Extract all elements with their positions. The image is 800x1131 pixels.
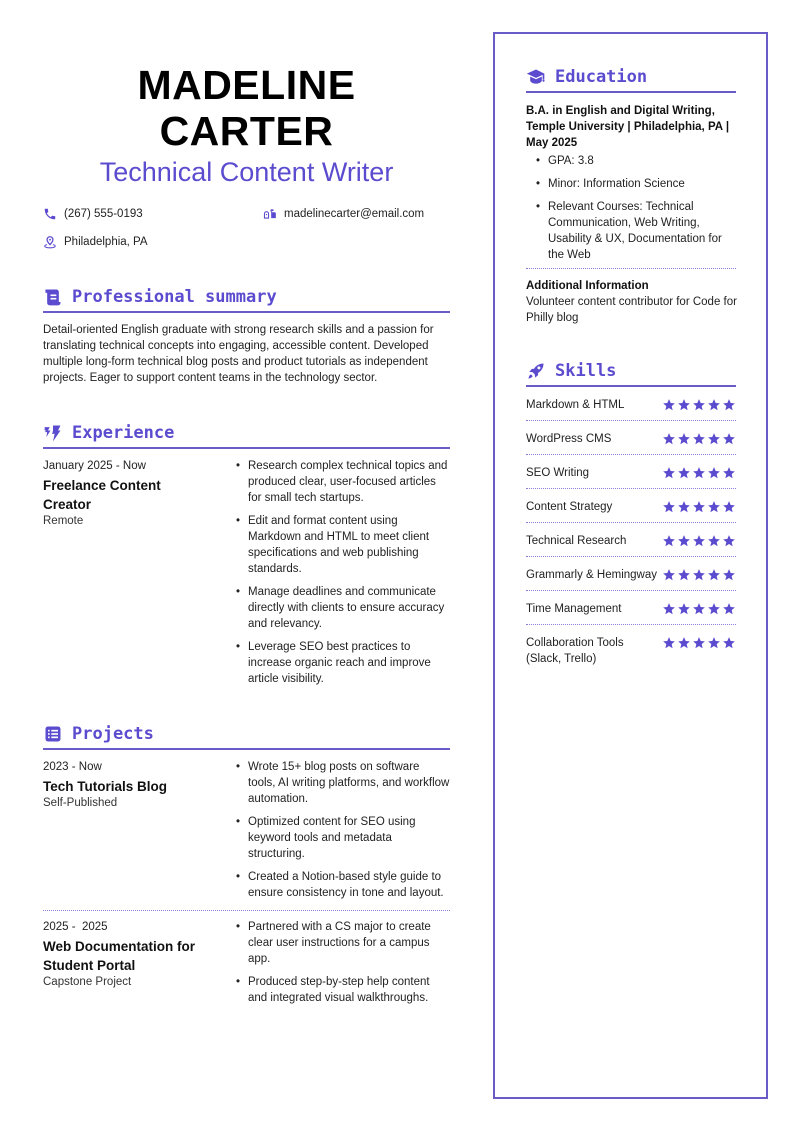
skill-name: Markdown & HTML (526, 399, 625, 411)
summary-text: Detail-oriented English graduate with strong research skills and a passion for translating technical concepts into engaging, accessible content. Developed multiple long-form technical blog posts and product tutorials as independent projects. Eager to support content teams in the technology sector. (43, 324, 434, 384)
graduation-cap-icon (526, 67, 546, 87)
star-icon (692, 466, 706, 480)
skill-row (526, 496, 736, 523)
skill-row (526, 632, 736, 674)
skill-row (526, 462, 736, 489)
section-header-skills (526, 360, 736, 387)
entry-location: Remote (43, 515, 84, 527)
star-icon (692, 398, 706, 412)
skill-row (526, 598, 736, 625)
contact-phone (43, 207, 143, 221)
skill-name: Grammarly & Hemingway (526, 569, 657, 581)
skill-name: Content Strategy (526, 501, 613, 513)
bullet-item: • Manage deadlines and communicate directly with clients to ensure accuracy and relevancy. (236, 584, 450, 632)
entry-bullets (236, 759, 450, 901)
first-name: MADELINE (137, 62, 356, 108)
mailbox-icon (263, 207, 277, 221)
star-icon (662, 398, 676, 412)
bullet-item: • Wrote 15+ blog posts on software tools, AI writing platforms, and workflow automation. (236, 759, 450, 807)
star-icon (662, 534, 676, 548)
star-icon (707, 398, 721, 412)
star-icon (677, 398, 691, 412)
contact-email (263, 207, 424, 221)
skill-name: Technical Research (526, 535, 627, 547)
bullet-item: • Optimized content for SEO using keyword tools and metadata structuring. (236, 814, 450, 862)
skill-rating (662, 500, 736, 514)
star-icon (677, 466, 691, 480)
section-title: Education (555, 67, 648, 87)
bullet-item: • GPA: 3.8 (526, 153, 738, 169)
star-icon (722, 466, 736, 480)
star-icon (707, 466, 721, 480)
skill-rating (662, 432, 736, 446)
star-icon (707, 636, 721, 650)
skill-row (526, 394, 736, 421)
star-icon (692, 636, 706, 650)
education-bullets (526, 153, 738, 263)
phone-icon (43, 207, 57, 221)
additional-info-text: Volunteer content contributor for Code for Philly blog (526, 296, 737, 324)
section-title: Skills (555, 361, 617, 381)
star-icon (722, 398, 736, 412)
star-icon (722, 432, 736, 446)
star-icon (677, 432, 691, 446)
scroll-icon (43, 287, 63, 307)
degree-title: B.A. in English and Digital Writing, Temple University | Philadelphia, PA | May 2025 (526, 105, 730, 149)
section-title: Projects (72, 724, 154, 744)
section-header-summary (43, 286, 450, 313)
star-icon (692, 602, 706, 616)
star-icon (722, 568, 736, 582)
last-name: CARTER (159, 108, 334, 154)
star-icon (692, 534, 706, 548)
bullet-item: • Leverage SEO best practices to increase organic reach and improve article visibility. (236, 639, 450, 687)
skill-rating (662, 602, 736, 616)
location-text: Philadelphia, PA (64, 236, 148, 248)
star-icon (707, 568, 721, 582)
bullet-item: • Created a Notion-based style guide to ensure consistency in tone and layout. (236, 869, 450, 901)
star-icon (662, 602, 676, 616)
bullet-item: • Edit and format content using Markdown and HTML to meet client specifications and web publishing standards. (236, 513, 450, 577)
star-icon (662, 432, 676, 446)
star-icon (677, 568, 691, 582)
entry-date: 2023 - Now (43, 761, 102, 773)
education-divider (526, 268, 736, 269)
additional-info-title: Additional Information (526, 280, 649, 292)
entry-title: Freelance Content Creator (43, 478, 161, 512)
email-text[interactable]: madelinecarter@email.com (284, 208, 425, 220)
star-icon (707, 534, 721, 548)
entry-date: 2025 - 2025 (43, 921, 108, 933)
entry-title: Tech Tutorials Blog (43, 779, 168, 794)
skill-row (526, 530, 736, 557)
bullet-item: • Partnered with a CS major to create clear user instructions for a campus app. (236, 919, 450, 967)
star-icon (707, 602, 721, 616)
additional-info (526, 278, 738, 326)
star-icon (662, 466, 676, 480)
skill-rating (662, 398, 736, 412)
entry-title: Web Documentation for Student Portal (43, 939, 196, 973)
star-icon (662, 500, 676, 514)
entry-divider (43, 910, 450, 911)
bolt-icon (43, 423, 63, 443)
star-icon (692, 432, 706, 446)
star-icon (692, 568, 706, 582)
entry-date: January 2025 - Now (43, 460, 146, 472)
skill-rating (662, 636, 736, 650)
list-icon (43, 724, 63, 744)
bullet-item: • Relevant Courses: Technical Communication, Web Writing, Usability & UX, Documentation for the Web (526, 199, 738, 263)
skill-rating (662, 568, 736, 582)
section-title: Professional summary (72, 287, 277, 307)
star-icon (677, 636, 691, 650)
skill-rating (662, 534, 736, 548)
skill-row (526, 564, 736, 591)
star-icon (722, 500, 736, 514)
section-header-experience (43, 422, 450, 449)
skill-name: WordPress CMS (526, 433, 612, 445)
star-icon (662, 568, 676, 582)
section-header-education (526, 66, 736, 93)
star-icon (707, 500, 721, 514)
star-icon (707, 432, 721, 446)
star-icon (662, 636, 676, 650)
bullet-item: • Minor: Information Science (526, 176, 738, 192)
star-icon (677, 602, 691, 616)
skill-row (526, 428, 736, 455)
section-header-projects (43, 723, 450, 750)
education-entry (526, 103, 738, 270)
location-pin-icon (43, 235, 57, 249)
skill-name: Time Management (526, 603, 622, 615)
entry-subtitle: Capstone Project (43, 976, 132, 988)
star-icon (722, 636, 736, 650)
job-title: Technical Content Writer (99, 157, 394, 187)
bullet-item: • Research complex technical topics and produced clear, user-focused articles for small tech startups. (236, 458, 450, 506)
skill-rating (662, 466, 736, 480)
skill-name: SEO Writing (526, 467, 590, 479)
bullet-item: • Produced step-by-step help content and integrated visual walkthroughs. (236, 974, 450, 1006)
contact-location (43, 235, 148, 249)
star-icon (722, 602, 736, 616)
phone-text: (267) 555-0193 (64, 208, 143, 220)
star-icon (722, 534, 736, 548)
entry-bullets (236, 919, 450, 1006)
skill-name: Collaboration Tools (Slack, Trello) (526, 637, 624, 665)
star-icon (677, 500, 691, 514)
star-icon (677, 534, 691, 548)
entry-subtitle: Self-Published (43, 797, 118, 809)
star-icon (692, 500, 706, 514)
rocket-icon (526, 361, 546, 381)
section-title: Experience (72, 423, 175, 443)
entry-bullets (236, 458, 450, 687)
skills-list (526, 394, 736, 681)
resume-header (43, 62, 450, 189)
